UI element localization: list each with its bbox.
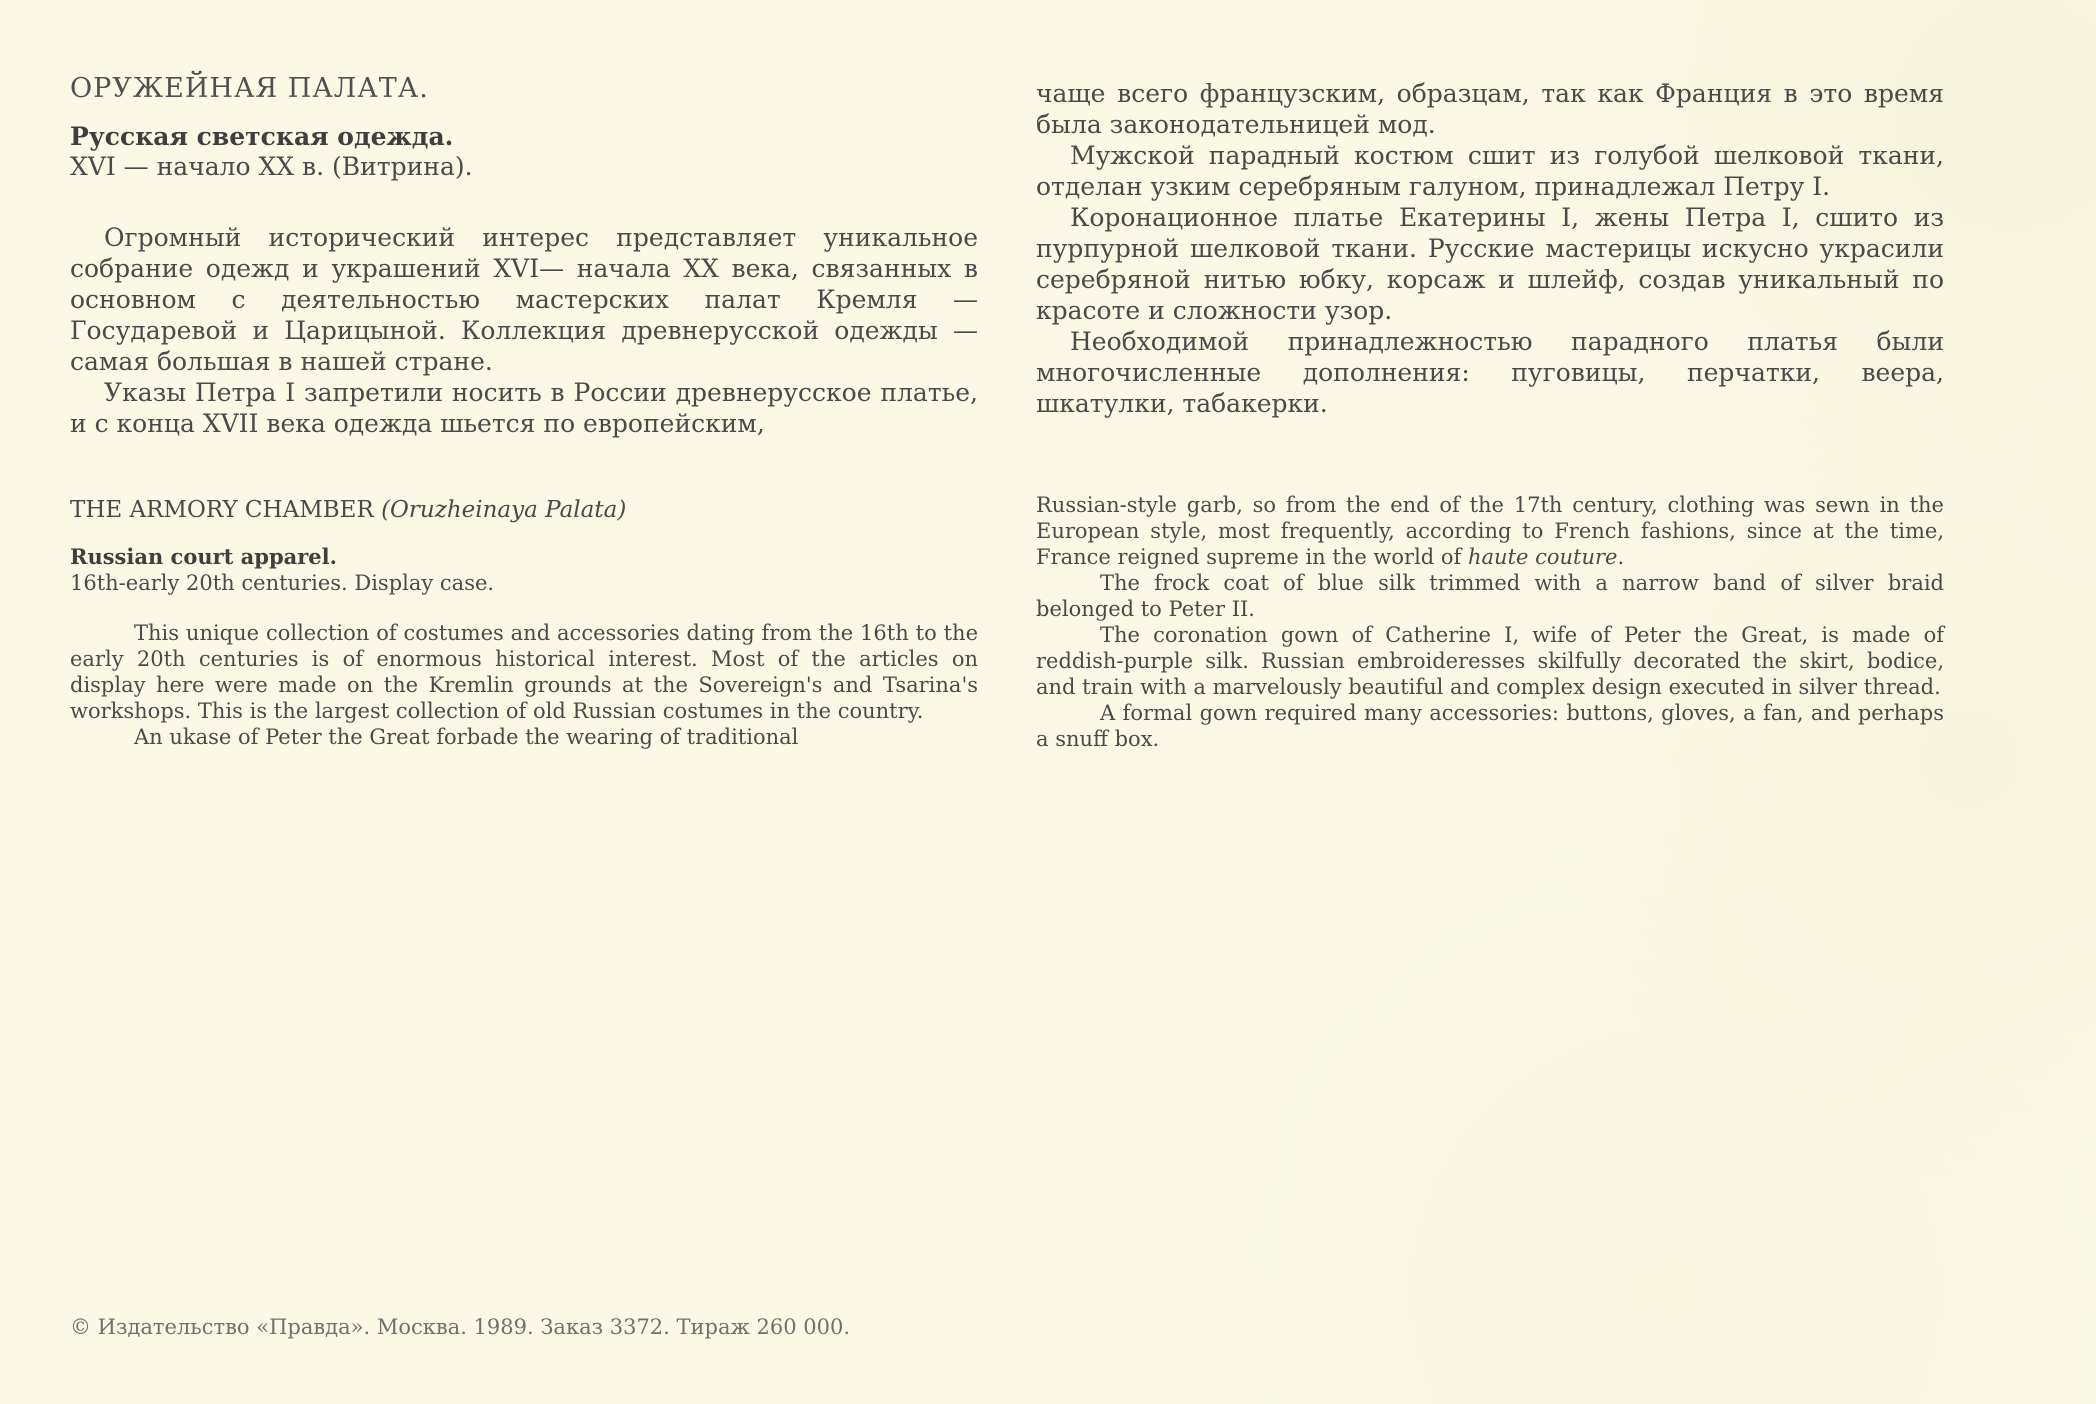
publisher-footer: © Издательство «Правда». Москва. 1989. Заказ 3372. Тираж 260 000. bbox=[70, 1315, 850, 1339]
english-title-italic: (Oruzheinaya Palata) bbox=[381, 497, 627, 523]
english-paragraph-1: This unique collection of costumes and accessories dating from the 16th to the early 20th centuries is of enormous historical interest. Most of the articles on display here were made on the Kremlin grounds at the Sovereign's and Tsarina's workshops. This is the largest collection of old Russian costumes in the country. bbox=[70, 621, 978, 723]
english-left-block bbox=[70, 496, 978, 750]
russian-left-block bbox=[70, 72, 978, 439]
russian-right-paragraph-1: чаще всего французским, образцам, так как Франция в это время была законодательницей мод. bbox=[1036, 79, 1944, 139]
russian-right-paragraph-2: Мужской парадный костюм сшит из голубой шелковой ткани, отделан узким серебряным галуном, принадлежал Петру I. bbox=[1036, 141, 1944, 201]
english-right-paragraph-1-italic: haute couture bbox=[1468, 545, 1618, 569]
russian-title: ОРУЖЕЙНАЯ ПАЛАТА. bbox=[70, 73, 429, 104]
english-right-paragraph-1-part-2: . bbox=[1617, 545, 1625, 569]
russian-subtitle: Русская светская одежда. bbox=[70, 122, 454, 151]
english-title bbox=[70, 496, 978, 524]
english-paragraph-2: An ukase of Peter the Great forbade the wearing of traditional bbox=[134, 725, 799, 749]
russian-paragraph-1: Огромный исторический интерес представляет уникальное собрание одежд и украшений XVI— начала XX века, связанных в основном с деятельностью мастерских палат Кремля — Государевой и Царицыной. Коллекция древнерусской одежды — самая большая в нашей стране. bbox=[70, 223, 978, 376]
russian-right-paragraph-4: Необходимой принадлежностью парадного платья были многочисленные дополнения: пуговицы, перчатки, веера, шкатулки, табакерки. bbox=[1036, 327, 1944, 418]
russian-right-paragraph-3: Коронационное платье Екатерины I, жены Петра I, сшито из пурпурной шелковой ткани. Русские мастерицы искусно украсили серебряной нитью юбку, корсаж и шлейф, создав уникальный по красоте и сложности узор. bbox=[1036, 203, 1944, 325]
english-right-paragraph-1 bbox=[1036, 492, 1944, 570]
english-right-block bbox=[1036, 492, 1944, 752]
english-subtitle: Russian court apparel. bbox=[70, 544, 337, 569]
english-right-paragraph-4: A formal gown required many accessories: buttons, gloves, a fan, and perhaps a snuff box. bbox=[1036, 701, 1944, 751]
english-date: 16th-early 20th centuries. Display case. bbox=[70, 571, 495, 595]
english-right-paragraph-1-part-1: Russian-style garb, so from the end of the 17th century, clothing was sewn in the European style, most frequently, according to French fashions, since at the time, France reigned supreme in the world of bbox=[1036, 493, 1944, 569]
russian-right-block bbox=[1036, 78, 1944, 419]
english-right-paragraph-2: The frock coat of blue silk trimmed with a narrow band of silver braid belonged to Peter II. bbox=[1036, 571, 1944, 621]
russian-paragraph-2: Указы Петра I запретили носить в России древнерусское платье, и с конца XVII века одежда шьется по европейским, bbox=[70, 378, 978, 438]
russian-date: XVI — начало XX в. (Витрина). bbox=[70, 152, 473, 181]
english-title-main: THE ARMORY CHAMBER bbox=[70, 497, 374, 523]
english-right-paragraph-3: The coronation gown of Catherine I, wife of Peter the Great, is made of reddish-purple silk. Russian embroideresses skilfully decorated the skirt, bodice, and train with a marvelously beautiful and complex design executed in silver thread. bbox=[1036, 623, 1944, 699]
